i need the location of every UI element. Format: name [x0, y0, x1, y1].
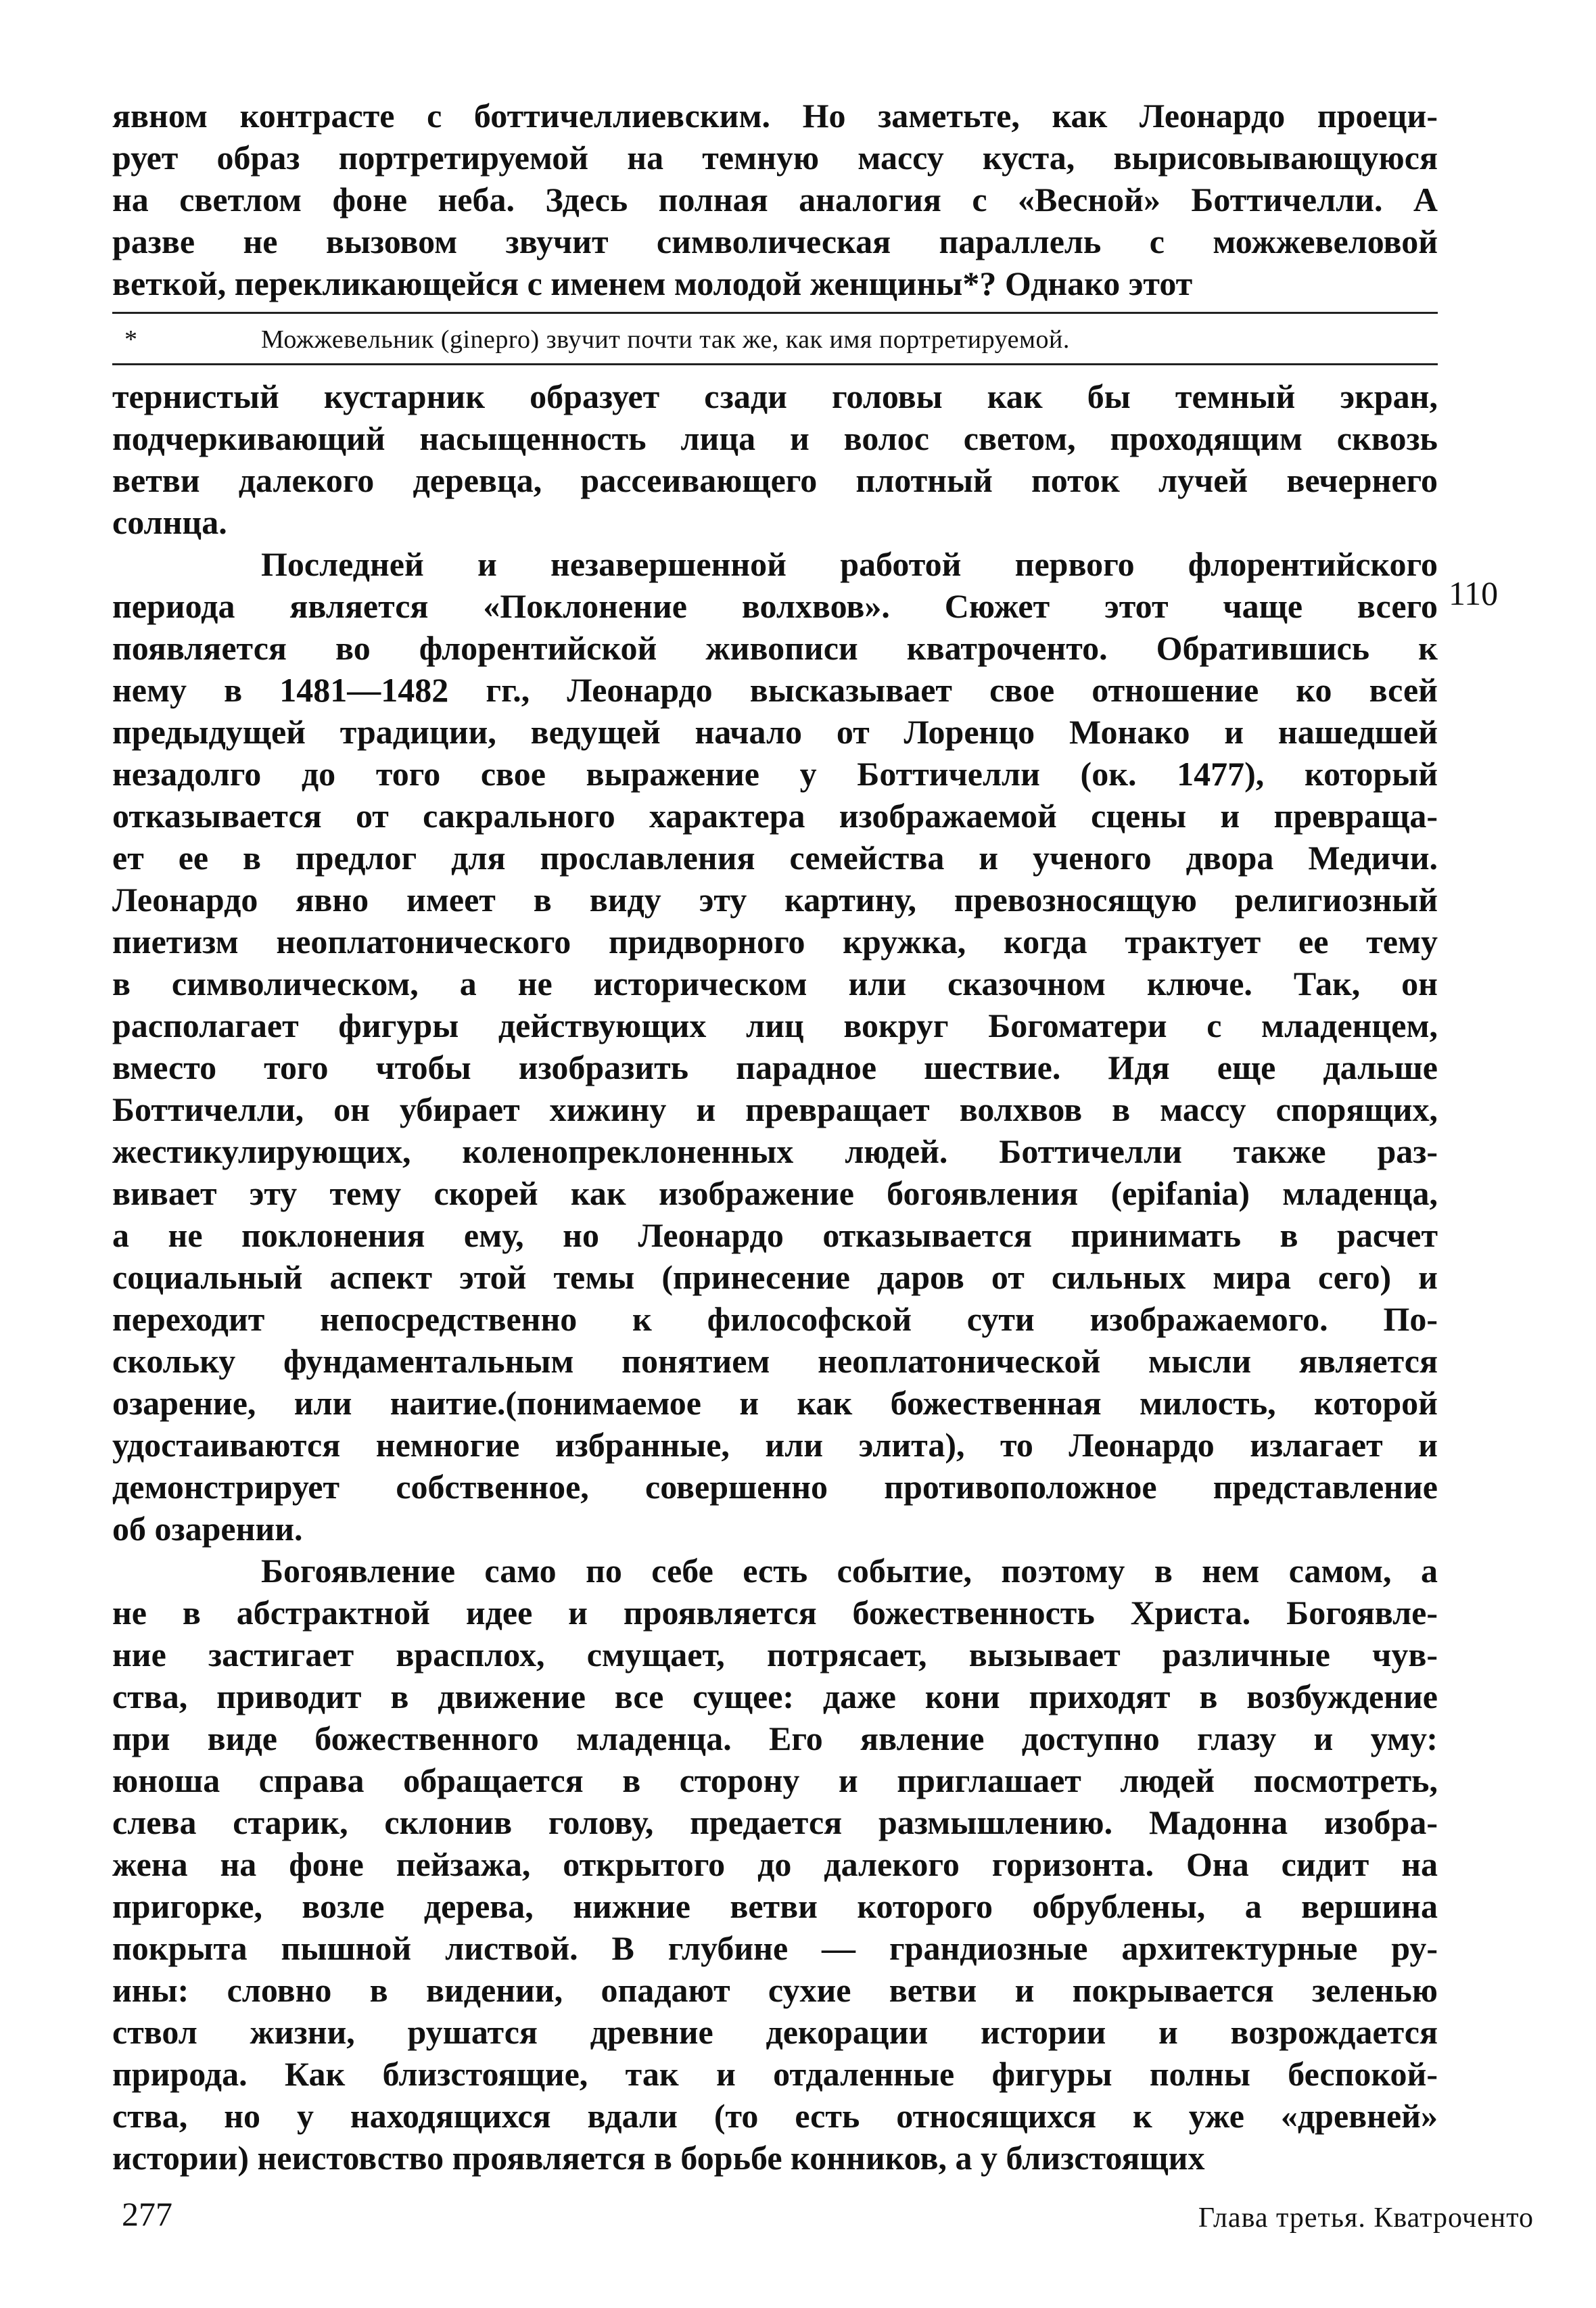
text-line: жестикулирующих, коленопреклоненных людей. Боттичелли также раз-: [112, 1132, 1438, 1170]
text-line: тернистый кустарник образует сзади головы как бы темный экран,: [112, 377, 1438, 415]
text-line: удостаиваются немногие избранные, или элита), то Леонардо излагает и: [112, 1426, 1438, 1464]
text-line: пиетизм неоплатонического придворного кружка, когда трактует ее тему: [112, 923, 1438, 961]
text-line: на светлом фоне неба. Здесь полная аналогия с «Весной» Боттичелли. А: [112, 181, 1438, 218]
text-line: солнца.: [112, 503, 227, 541]
text-line: юноша справа обращается в сторону и приглашает людей посмотреть,: [112, 1761, 1438, 1799]
text-line: ветви далекого деревца, рассеивающего плотный поток лучей вечернего: [112, 461, 1438, 499]
page-number: 277: [122, 2195, 172, 2233]
text-line: ет ее в предлог для прославления семейства и ученого двора Медичи.: [112, 839, 1438, 877]
text-line: отказывается от сакрального характера изображаемой сцены и превраща-: [112, 797, 1438, 835]
text-line: периода является «Поклонение волхвов». Сюжет этот чаще всего: [112, 587, 1438, 625]
text-line: об озарении.: [112, 1510, 303, 1548]
text-line: ства, но у находящихся вдали (то есть относящихся к уже «древней»: [112, 2097, 1438, 2135]
text-line: рует образ портретируемой на темную массу куста, вырисовывающуюся: [112, 139, 1438, 177]
text-line: Леонардо явно имеет в виду эту картину, превозносящую религиозный: [112, 881, 1438, 919]
footnote-marker: *: [124, 325, 138, 354]
text-line: Последней и незавершенной работой первого флорентийского: [261, 545, 1438, 583]
text-line: озарение, или наитие.(понимаемое и как божественная милость, которой: [112, 1384, 1438, 1422]
footnote: [112, 321, 1438, 359]
text-line: вместо того чтобы изобразить парадное шествие. Идя еще дальше: [112, 1048, 1438, 1086]
text-line: располагает фигуры действующих лиц вокруг Богоматери с младенцем,: [112, 1007, 1438, 1044]
text-line: подчеркивающий насыщенность лица и волос светом, проходящим сквозь: [112, 419, 1438, 457]
running-head: Глава третья. Кватроченто: [1198, 2202, 1534, 2234]
text-line: природа. Как близстоящие, так и отдаленные фигуры полны беспокой-: [112, 2055, 1438, 2093]
text-line: покрыта пышной листвой. В глубине — грандиозные архитектурные ру-: [112, 1929, 1438, 1967]
text-line: ние застигает врасплох, смущает, потрясает, вызывает различные чув-: [112, 1636, 1438, 1674]
footnote-rule-bottom: [112, 363, 1438, 365]
text-line: жена на фоне пейзажа, открытого до далекого горизонта. Она сидит на: [112, 1845, 1438, 1883]
text-line: при виде божественного младенца. Его явление доступно глазу и уму:: [112, 1720, 1438, 1757]
text-line: переходит непосредственно к философской сути изображаемого. По-: [112, 1300, 1438, 1338]
footnote-text: Можжевельник (ginepro) звучит почти так же, как имя портретируемой.: [261, 325, 1070, 354]
text-line: ства, приводит в движение все сущее: даже кони приходят в возбуждение: [112, 1678, 1438, 1715]
text-line: социальный аспект этой темы (принесение даров от сильных мира сего) и: [112, 1258, 1438, 1296]
text-line: слева старик, склонив голову, предается размышлению. Мадонна изобра-: [112, 1803, 1438, 1841]
top-paragraph: [112, 95, 1438, 304]
text-line: в символическом, а не историческом или сказочном ключе. Так, он: [112, 965, 1438, 1002]
margin-number: 110: [1449, 574, 1499, 612]
text-line: появляется во флорентийской живописи кватроченто. Обратившись к: [112, 629, 1438, 667]
text-line: вивает эту тему скорей как изображение богоявления (epifania) младенца,: [112, 1174, 1438, 1212]
text-line: предыдущей традиции, ведущей начало от Лоренцо Монако и нашедшей: [112, 713, 1438, 751]
main-text: [112, 375, 1438, 2179]
text-line: ствол жизни, рушатся древние декорации истории и возрождается: [112, 2013, 1438, 2051]
text-line: не в абстрактной идее и проявляется божественность Христа. Богоявле-: [112, 1594, 1438, 1632]
text-line: истории) неистовство проявляется в борьбе конников, а у близстоящих: [112, 2139, 1205, 2177]
text-line: демонстрирует собственное, совершенно противоположное представление: [112, 1468, 1438, 1506]
text-line: незадолго до того свое выражение у Боттичелли (ок. 1477), который: [112, 755, 1438, 793]
footnote-rule-top: [112, 312, 1438, 314]
text-line: явном контрасте с боттичеллиевским. Но заметьте, как Леонардо проеци-: [112, 97, 1438, 135]
text-line: веткой, перекликающейся с именем молодой женщины*? Однако этот: [112, 264, 1193, 302]
text-line: скольку фундаментальным понятием неоплатонической мысли является: [112, 1342, 1438, 1380]
text-line: Боттичелли, он убирает хижину и превращает волхвов в массу спорящих,: [112, 1090, 1438, 1128]
text-line: разве не вызовом звучит символическая параллель с можжевеловой: [112, 223, 1438, 260]
text-line: а не поклонения ему, но Леонардо отказывается принимать в расчет: [112, 1216, 1438, 1254]
text-line: пригорке, возле дерева, нижние ветви которого обрублены, а вершина: [112, 1887, 1438, 1925]
text-line: Богоявление само по себе есть событие, поэтому в нем самом, а: [261, 1552, 1438, 1590]
text-line: ины: словно в видении, опадают сухие ветви и покрывается зеленью: [112, 1971, 1438, 2009]
text-line: нему в 1481—1482 гг., Леонардо высказывает свое отношение ко всей: [112, 671, 1438, 709]
